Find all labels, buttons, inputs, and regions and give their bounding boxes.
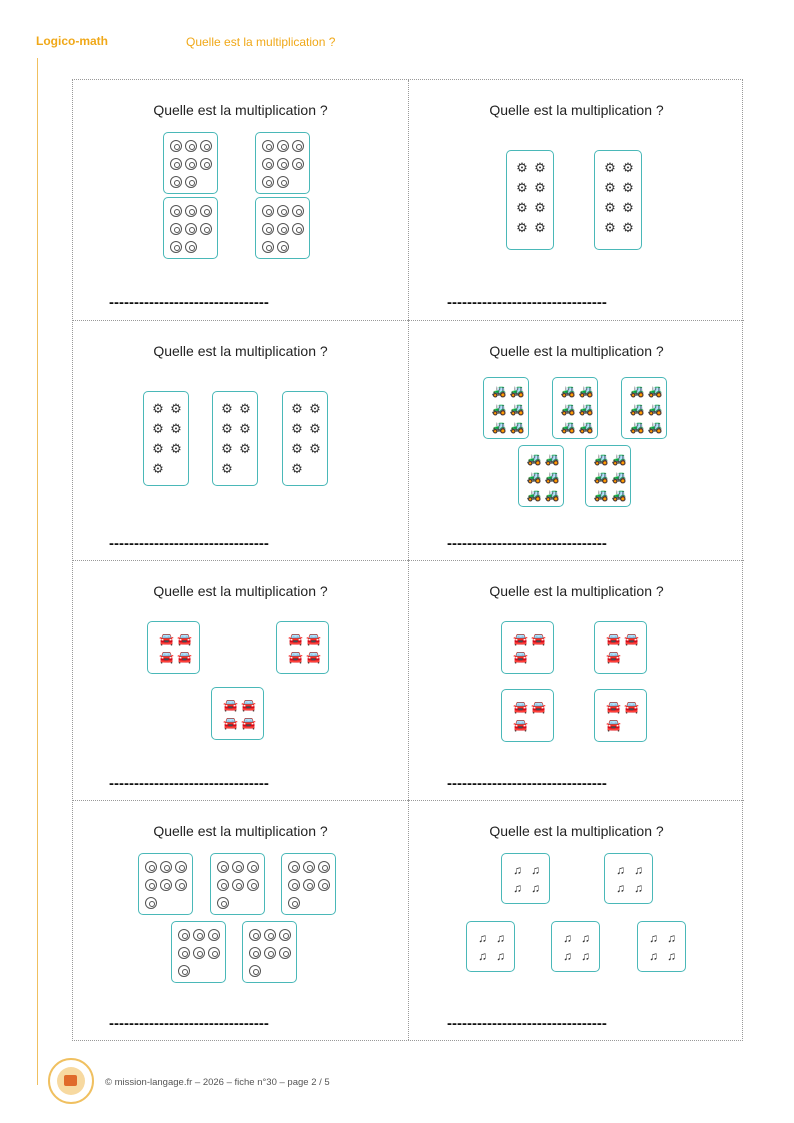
- car-icon: 🚘: [177, 650, 192, 664]
- gear-icon: ⚙: [170, 441, 182, 456]
- exercise-cell: [408, 560, 744, 800]
- wheel-icon: [160, 861, 172, 873]
- gear-icon: ⚙: [309, 421, 321, 436]
- gear-icon: ⚙: [291, 441, 303, 456]
- wheel-icon: [292, 158, 304, 170]
- question-text: Quelle est la multiplication ?: [153, 102, 328, 118]
- forklift-icon: 🚜: [491, 383, 507, 398]
- gear-icon: ⚙: [221, 421, 233, 436]
- wheel-icon: [288, 861, 300, 873]
- music-note-icon: ♫: [667, 931, 676, 945]
- group-card: [621, 377, 667, 439]
- wheel-icon: [249, 965, 261, 977]
- gear-icon: ⚙: [534, 180, 546, 195]
- gear-icon: ⚙: [239, 421, 251, 436]
- gear-icon: ⚙: [604, 180, 616, 195]
- wheel-icon: [217, 861, 229, 873]
- exercise-grid: [72, 79, 743, 1041]
- car-icon: 🚘: [606, 632, 621, 646]
- forklift-icon: 🚜: [544, 451, 560, 466]
- music-note-icon: ♫: [581, 931, 590, 945]
- wheel-icon: [170, 158, 182, 170]
- footer-text: © mission-langage.fr – 2026 – fiche n°30 – page 2 / 5: [105, 1077, 330, 1088]
- mission-langage-logo: [48, 1058, 94, 1104]
- gear-icon: ⚙: [221, 441, 233, 456]
- wheel-icon: [170, 140, 182, 152]
- wheel-icon: [318, 861, 330, 873]
- wheel-icon: [264, 929, 276, 941]
- music-note-icon: ♫: [649, 949, 658, 963]
- car-icon: 🚘: [306, 650, 321, 664]
- gear-icon: ⚙: [239, 441, 251, 456]
- wheel-icon: [185, 223, 197, 235]
- car-icon: 🚘: [513, 650, 528, 664]
- group-card: [282, 391, 328, 486]
- answer-line[interactable]: --------------------------------: [109, 775, 269, 792]
- wheel-icon: [303, 879, 315, 891]
- side-rule: [37, 58, 38, 1085]
- car-icon: 🚘: [624, 632, 639, 646]
- wheel-icon: [262, 158, 274, 170]
- forklift-icon: 🚜: [544, 469, 560, 484]
- forklift-icon: 🚜: [647, 383, 663, 398]
- gear-icon: ⚙: [534, 200, 546, 215]
- wheel-icon: [318, 879, 330, 891]
- forklift-icon: 🚜: [593, 451, 609, 466]
- music-note-icon: ♫: [634, 863, 643, 877]
- answer-line[interactable]: --------------------------------: [109, 535, 269, 552]
- forklift-icon: 🚜: [578, 419, 594, 434]
- gear-icon: ⚙: [309, 401, 321, 416]
- forklift-icon: 🚜: [560, 419, 576, 434]
- exercise-cell: [408, 800, 744, 1040]
- gear-icon: ⚙: [622, 180, 634, 195]
- wheel-icon: [292, 223, 304, 235]
- group-card: [143, 391, 189, 486]
- car-icon: 🚘: [531, 632, 546, 646]
- forklift-icon: 🚜: [629, 383, 645, 398]
- wheel-icon: [277, 140, 289, 152]
- gear-icon: ⚙: [604, 160, 616, 175]
- group-card: [147, 621, 200, 674]
- forklift-icon: 🚜: [629, 419, 645, 434]
- music-note-icon: ♫: [616, 881, 625, 895]
- wheel-icon: [262, 241, 274, 253]
- group-card: [501, 853, 550, 904]
- wheel-icon: [232, 861, 244, 873]
- gear-icon: ⚙: [291, 461, 303, 476]
- group-card: [483, 377, 529, 439]
- music-note-icon: ♫: [563, 949, 572, 963]
- car-icon: 🚘: [606, 718, 621, 732]
- group-card: [501, 689, 554, 742]
- wheel-icon: [232, 879, 244, 891]
- gear-icon: ⚙: [516, 200, 528, 215]
- car-icon: 🚘: [306, 632, 321, 646]
- car-icon: 🚘: [159, 650, 174, 664]
- group-card: [276, 621, 329, 674]
- music-note-icon: ♫: [634, 881, 643, 895]
- wheel-icon: [277, 205, 289, 217]
- group-card: [255, 197, 310, 259]
- wheel-icon: [288, 879, 300, 891]
- wheel-icon: [170, 223, 182, 235]
- wheel-icon: [145, 897, 157, 909]
- group-card: [594, 150, 642, 250]
- gear-icon: ⚙: [152, 421, 164, 436]
- forklift-icon: 🚜: [611, 469, 627, 484]
- wheel-icon: [208, 947, 220, 959]
- car-icon: 🚘: [288, 650, 303, 664]
- forklift-icon: 🚜: [526, 469, 542, 484]
- gear-icon: ⚙: [152, 441, 164, 456]
- wheel-icon: [208, 929, 220, 941]
- wheel-icon: [262, 223, 274, 235]
- group-card: [163, 197, 218, 259]
- question-text: Quelle est la multiplication ?: [153, 583, 328, 599]
- wheel-icon: [262, 205, 274, 217]
- wheel-icon: [200, 205, 212, 217]
- music-note-icon: ♫: [513, 863, 522, 877]
- gear-icon: ⚙: [622, 160, 634, 175]
- wheel-icon: [193, 929, 205, 941]
- forklift-icon: 🚜: [611, 487, 627, 502]
- wheel-icon: [175, 861, 187, 873]
- wheel-icon: [178, 947, 190, 959]
- question-text: Quelle est la multiplication ?: [153, 343, 328, 359]
- group-card: [506, 150, 554, 250]
- wheel-icon: [292, 205, 304, 217]
- gear-icon: ⚙: [239, 401, 251, 416]
- forklift-icon: 🚜: [509, 401, 525, 416]
- answer-line[interactable]: --------------------------------: [447, 1015, 607, 1032]
- wheel-icon: [292, 140, 304, 152]
- car-icon: 🚘: [531, 700, 546, 714]
- exercise-cell: [408, 80, 744, 320]
- wheel-icon: [185, 158, 197, 170]
- car-icon: 🚘: [223, 716, 238, 730]
- answer-line[interactable]: --------------------------------: [109, 294, 269, 311]
- forklift-icon: 🚜: [578, 383, 594, 398]
- gear-icon: ⚙: [534, 160, 546, 175]
- music-note-icon: ♫: [667, 949, 676, 963]
- music-note-icon: ♫: [478, 949, 487, 963]
- exercise-cell: [73, 320, 408, 560]
- group-card: [551, 921, 600, 972]
- gear-icon: ⚙: [291, 421, 303, 436]
- wheel-icon: [217, 897, 229, 909]
- music-note-icon: ♫: [513, 881, 522, 895]
- question-text: Quelle est la multiplication ?: [489, 583, 664, 599]
- forklift-icon: 🚜: [593, 469, 609, 484]
- answer-line[interactable]: --------------------------------: [447, 535, 607, 552]
- wheel-icon: [262, 140, 274, 152]
- group-card: [604, 853, 653, 904]
- wheel-icon: [247, 861, 259, 873]
- car-icon: 🚘: [241, 698, 256, 712]
- gear-icon: ⚙: [152, 401, 164, 416]
- gear-icon: ⚙: [534, 220, 546, 235]
- gear-icon: ⚙: [516, 220, 528, 235]
- gear-icon: ⚙: [309, 441, 321, 456]
- forklift-icon: 🚜: [560, 383, 576, 398]
- wheel-icon: [145, 861, 157, 873]
- gear-icon: ⚙: [152, 461, 164, 476]
- wheel-icon: [170, 241, 182, 253]
- wheel-icon: [277, 223, 289, 235]
- wheel-icon: [277, 176, 289, 188]
- exercise-cell: [408, 320, 744, 560]
- wheel-icon: [145, 879, 157, 891]
- car-icon: 🚘: [606, 700, 621, 714]
- forklift-icon: 🚜: [526, 487, 542, 502]
- forklift-icon: 🚜: [509, 383, 525, 398]
- group-card: [518, 445, 564, 507]
- group-card: [594, 689, 647, 742]
- wheel-icon: [200, 158, 212, 170]
- wheel-icon: [185, 140, 197, 152]
- header-title: Quelle est la multiplication ?: [186, 35, 336, 49]
- wheel-icon: [200, 140, 212, 152]
- music-note-icon: ♫: [496, 949, 505, 963]
- wheel-icon: [249, 929, 261, 941]
- group-card: [212, 391, 258, 486]
- wheel-icon: [200, 223, 212, 235]
- forklift-icon: 🚜: [509, 419, 525, 434]
- gear-icon: ⚙: [622, 200, 634, 215]
- exercise-cell: [73, 800, 408, 1040]
- forklift-icon: 🚜: [611, 451, 627, 466]
- exercise-cell: [73, 560, 408, 800]
- group-card: [637, 921, 686, 972]
- forklift-icon: 🚜: [491, 419, 507, 434]
- answer-line[interactable]: --------------------------------: [447, 775, 607, 792]
- forklift-icon: 🚜: [526, 451, 542, 466]
- group-card: [594, 621, 647, 674]
- group-card: [552, 377, 598, 439]
- music-note-icon: ♫: [581, 949, 590, 963]
- group-card: [466, 921, 515, 972]
- music-note-icon: ♫: [531, 881, 540, 895]
- gear-icon: ⚙: [221, 461, 233, 476]
- forklift-icon: 🚜: [560, 401, 576, 416]
- wheel-icon: [175, 879, 187, 891]
- wheel-icon: [185, 176, 197, 188]
- forklift-icon: 🚜: [578, 401, 594, 416]
- group-card: [281, 853, 336, 915]
- forklift-icon: 🚜: [629, 401, 645, 416]
- gear-icon: ⚙: [170, 421, 182, 436]
- wheel-icon: [247, 879, 259, 891]
- exercise-cell: [73, 80, 408, 320]
- car-icon: 🚘: [513, 718, 528, 732]
- wheel-icon: [185, 205, 197, 217]
- group-card: [171, 921, 226, 983]
- question-text: Quelle est la multiplication ?: [489, 102, 664, 118]
- music-note-icon: ♫: [478, 931, 487, 945]
- music-note-icon: ♫: [563, 931, 572, 945]
- wheel-icon: [170, 205, 182, 217]
- wheel-icon: [185, 241, 197, 253]
- music-note-icon: ♫: [531, 863, 540, 877]
- wheel-icon: [160, 879, 172, 891]
- wheel-icon: [303, 861, 315, 873]
- car-icon: 🚘: [159, 632, 174, 646]
- wheel-icon: [193, 947, 205, 959]
- forklift-icon: 🚜: [544, 487, 560, 502]
- question-text: Quelle est la multiplication ?: [489, 823, 664, 839]
- car-icon: 🚘: [177, 632, 192, 646]
- group-card: [211, 687, 264, 740]
- wheel-icon: [264, 947, 276, 959]
- group-card: [501, 621, 554, 674]
- group-card: [255, 132, 310, 194]
- gear-icon: ⚙: [622, 220, 634, 235]
- gear-icon: ⚙: [604, 200, 616, 215]
- car-icon: 🚘: [241, 716, 256, 730]
- wheel-icon: [277, 241, 289, 253]
- question-text: Quelle est la multiplication ?: [153, 823, 328, 839]
- wheel-icon: [170, 176, 182, 188]
- answer-line[interactable]: --------------------------------: [109, 1015, 269, 1032]
- wheel-icon: [277, 158, 289, 170]
- forklift-icon: 🚜: [593, 487, 609, 502]
- header-brand: Logico-math: [36, 34, 108, 48]
- group-card: [585, 445, 631, 507]
- car-icon: 🚘: [606, 650, 621, 664]
- group-card: [210, 853, 265, 915]
- answer-line[interactable]: --------------------------------: [447, 294, 607, 311]
- wheel-icon: [178, 965, 190, 977]
- music-note-icon: ♫: [649, 931, 658, 945]
- car-icon: 🚘: [513, 700, 528, 714]
- group-card: [242, 921, 297, 983]
- car-icon: 🚘: [223, 698, 238, 712]
- gear-icon: ⚙: [170, 401, 182, 416]
- forklift-icon: 🚜: [647, 419, 663, 434]
- wheel-icon: [262, 176, 274, 188]
- wheel-icon: [178, 929, 190, 941]
- music-note-icon: ♫: [496, 931, 505, 945]
- group-card: [163, 132, 218, 194]
- forklift-icon: 🚜: [491, 401, 507, 416]
- car-icon: 🚘: [624, 700, 639, 714]
- wheel-icon: [217, 879, 229, 891]
- gear-icon: ⚙: [604, 220, 616, 235]
- gear-icon: ⚙: [516, 160, 528, 175]
- wheel-icon: [279, 929, 291, 941]
- wheel-icon: [279, 947, 291, 959]
- gear-icon: ⚙: [291, 401, 303, 416]
- wheel-icon: [288, 897, 300, 909]
- question-text: Quelle est la multiplication ?: [489, 343, 664, 359]
- forklift-icon: 🚜: [647, 401, 663, 416]
- car-icon: 🚘: [288, 632, 303, 646]
- gear-icon: ⚙: [221, 401, 233, 416]
- gear-icon: ⚙: [516, 180, 528, 195]
- music-note-icon: ♫: [616, 863, 625, 877]
- wheel-icon: [249, 947, 261, 959]
- car-icon: 🚘: [513, 632, 528, 646]
- group-card: [138, 853, 193, 915]
